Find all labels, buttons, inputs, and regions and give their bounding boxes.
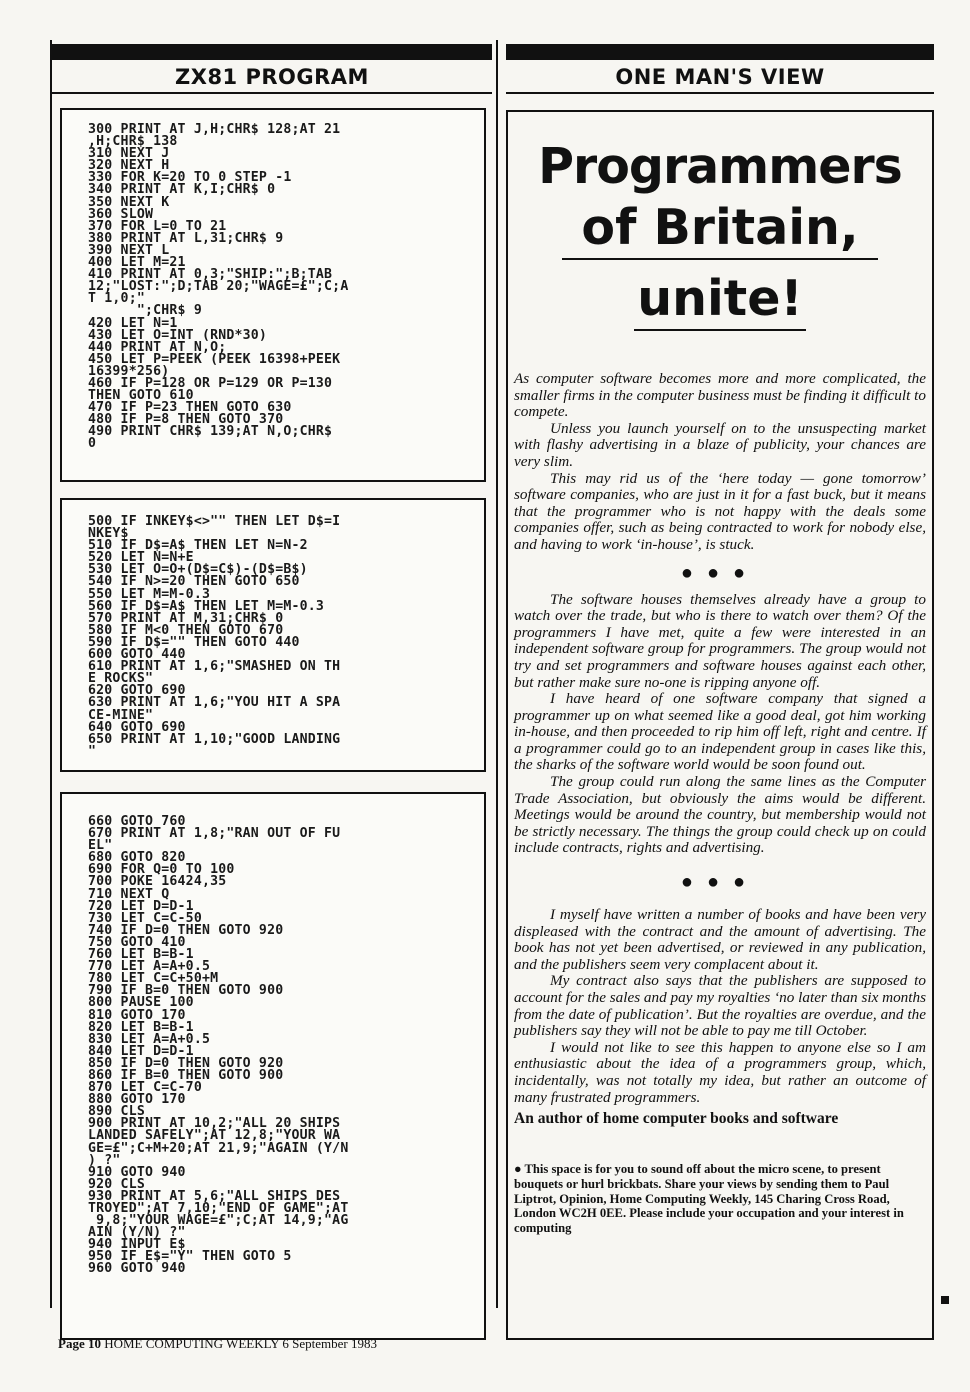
code-line: 920 CLS — [88, 1176, 145, 1192]
code-line: 780 LET C=C+50+M — [88, 971, 219, 987]
code-line: 300 PRINT AT J,H;CHR$ 128;AT 21 — [88, 122, 341, 137]
listing-lines — [88, 124, 474, 451]
left-edge-rule — [50, 40, 52, 1308]
code-line: 410 PRINT AT 0,3;"SHIP:";B;TAB — [88, 267, 333, 283]
code-line: 910 GOTO 940 — [88, 1164, 186, 1180]
section-bar — [506, 44, 934, 60]
code-line: THEN GOTO 610 — [88, 388, 194, 404]
code-line: 740 IF D=0 THEN GOTO 920 — [88, 922, 284, 938]
code-line: 350 NEXT K — [88, 194, 170, 210]
code-line: 790 IF B=0 THEN GOTO 900 — [88, 983, 284, 999]
code-line: 580 IF M<0 THEN GOTO 670 — [88, 622, 284, 638]
code-line: ,H;CHR$ 138 — [88, 134, 178, 150]
headline-rule — [562, 258, 878, 260]
code-line: 340 PRINT AT K,I;CHR$ 0 — [88, 182, 276, 198]
section-bar — [52, 44, 492, 60]
code-line: 320 NEXT H — [88, 158, 170, 174]
code-line: 530 LET O=O+(D$=C$)-(D$=B$) — [88, 562, 308, 578]
article-author: An author of home computer books and software — [514, 1110, 839, 1128]
listing-box-1 — [60, 108, 486, 482]
code-line: 460 IF P=128 OR P=129 OR P=130 — [88, 375, 333, 391]
listing-lines — [88, 816, 474, 1276]
code-line: 730 LET C=C-50 — [88, 910, 202, 926]
code-line: 840 LET D=D-1 — [88, 1043, 194, 1059]
code-line: LANDED SAFELY";AT 12,8;"YOUR WA — [88, 1128, 341, 1144]
headline-line-1: Programmers — [538, 138, 902, 195]
code-line: 810 GOTO 170 — [88, 1007, 186, 1023]
code-line: 450 LET P=PEEK (PEEK 16398+PEEK — [88, 351, 341, 367]
headline-rule — [634, 329, 806, 331]
code-line: 570 PRINT AT M,31;CHR$ 0 — [88, 610, 284, 626]
code-line: 9,8;"YOUR WAGE=£";C;AT 14,9;"AG — [88, 1213, 349, 1229]
code-line: 830 LET A=A+0.5 — [88, 1031, 211, 1047]
code-line: 380 PRINT AT L,31;CHR$ 9 — [88, 230, 284, 246]
code-line: 630 PRINT AT 1,6;"YOU HIT A SPA — [88, 695, 341, 711]
code-line: 950 IF E$="Y" THEN GOTO 5 — [88, 1249, 292, 1265]
submission-notice: ● This space is for you to sound off about the micro scene, to present bouquets or hurl brickbats. Share your views by sending them to Paul Liptrot, Opinion, Home Computing Weekly, 145 Charing Cross Road, London WC2H 0EE. Please include your occupation and your interest in computing — [514, 1162, 904, 1235]
code-line: 480 IF P=8 THEN GOTO 370 — [88, 412, 284, 428]
code-line: CE-MINE" — [88, 707, 154, 723]
code-line: 520 LET N=N+E — [88, 550, 194, 566]
code-line: 820 LET B=B-1 — [88, 1019, 194, 1035]
code-line: ";CHR$ 9 — [88, 303, 202, 319]
code-line: 770 LET A=A+0.5 — [88, 959, 211, 975]
code-line: 850 IF D=0 THEN GOTO 920 — [88, 1055, 284, 1071]
code-line: EL" — [88, 838, 113, 854]
article-paragraph: I would not like to see this happen to anyone else so I am enthusiastic about the idea of a programmers group, which, incidentally, was not totally my idea, but rather an outcome of many frustrated programmers. — [514, 1038, 926, 1106]
code-line: T 1,0;" — [88, 291, 145, 307]
code-line: 680 GOTO 820 — [88, 850, 186, 866]
section-title: ONE MAN'S VIEW — [506, 64, 934, 94]
code-line: 900 PRINT AT 10,2;"ALL 20 SHIPS — [88, 1116, 341, 1132]
code-line: ) ?" — [88, 1152, 121, 1168]
code-line: 590 IF D$="" THEN GOTO 440 — [88, 634, 300, 650]
code-line: 370 FOR L=0 TO 21 — [88, 218, 227, 234]
code-line: 620 GOTO 690 — [88, 683, 186, 699]
code-line: 750 GOTO 410 — [88, 934, 186, 950]
code-line: E ROCKS" — [88, 671, 154, 687]
code-line: 670 PRINT AT 1,8;"RAN OUT OF FU — [88, 826, 341, 842]
code-line: 700 POKE 16424,35 — [88, 874, 227, 890]
code-line: 940 INPUT E$ — [88, 1237, 186, 1253]
listing-box-2 — [60, 498, 486, 772]
code-line: 310 NEXT J — [88, 146, 170, 162]
code-line: " — [88, 743, 97, 759]
headline-line-3: unite! — [637, 270, 803, 327]
code-line: 650 PRINT AT 1,10;"GOOD LANDING — [88, 731, 341, 747]
code-line: 390 NEXT L — [88, 242, 170, 258]
code-line: 0 — [88, 436, 97, 452]
code-line: 800 PAUSE 100 — [88, 995, 194, 1011]
code-line: NKEY$ — [88, 526, 129, 542]
article-paragraph: I myself have written a number of books and have been very displeased with the contract and the amount of advertising. The book has not yet been advertised, or reviewed in any publication, and the publishers seem very complacent about it. — [514, 906, 926, 973]
code-line: 720 LET D=D-1 — [88, 898, 194, 914]
code-line: 470 IF P=23 THEN GOTO 630 — [88, 400, 292, 416]
code-line: 360 SLOW — [88, 206, 154, 222]
listing-lines — [88, 516, 474, 758]
code-line: 430 LET O=INT (RND*30) — [88, 327, 268, 343]
code-line: 880 GOTO 170 — [88, 1092, 186, 1108]
opinion-column — [506, 40, 934, 1235]
code-line: 760 LET B=B-1 — [88, 947, 194, 963]
article-paragraph: This may rid us of the ‘here today — gone tomorrow’ software companies, who are just in it for a fast buck, but it means that the programmer who is not happy with the deals some companies offer, such as being contracted to work for nobody else, and having to work ‘in-house’, is stuck. — [514, 469, 926, 553]
code-line: 640 GOTO 690 — [88, 719, 186, 735]
code-line: 540 IF N>=20 THEN GOTO 650 — [88, 574, 300, 590]
program-column — [52, 40, 492, 1277]
article-paragraph: The group could run along the same lines as the Computer Trade Association, but obviously the aims would be different. Meetings would be around the country, but membership would not be strictly necessary. The things the group could check up on could include contracts, rights and advertising. — [514, 773, 926, 857]
code-line: 400 LET M=21 — [88, 255, 186, 271]
code-line: 690 FOR Q=0 TO 100 — [88, 862, 235, 878]
headline-line-2: of Britain, — [581, 199, 859, 256]
code-line: 600 GOTO 440 — [88, 647, 186, 663]
article-paragraph: Unless you launch yourself on to the unsuspecting market with flashy advertising in a blaze of publicity, your chances are very slim. — [514, 419, 926, 470]
code-line: AIN (Y/N) ?" — [88, 1225, 186, 1241]
code-line: 330 FOR K=20 TO 0 STEP -1 — [88, 170, 292, 186]
code-line: 870 LET C=C-70 — [88, 1080, 202, 1096]
code-line: 860 IF B=0 THEN GOTO 900 — [88, 1067, 284, 1083]
code-line: GE=£";C+M+20;AT 21,9;"AGAIN (Y/N — [88, 1140, 349, 1156]
column-divider-rule — [496, 40, 498, 1308]
end-mark — [941, 1296, 949, 1304]
code-line: 610 PRINT AT 1,6;"SMASHED ON TH — [88, 659, 341, 675]
listing-box-3 — [60, 792, 486, 1340]
section-separator: ●●● — [680, 561, 760, 584]
code-line: 490 PRINT CHR$ 139;AT N,O;CHR$ — [88, 424, 333, 440]
code-line: 16399*256) — [88, 363, 170, 379]
code-line: 440 PRINT AT N,O; — [88, 339, 227, 355]
code-line: TROYED";AT 7,10;"END OF GAME";AT — [88, 1201, 349, 1216]
code-line: 930 PRINT AT 5,6;"ALL SHIPS DES — [88, 1188, 341, 1204]
page-number: Page 10 — [58, 1336, 101, 1351]
code-line: 510 IF D$=A$ THEN LET N=N-2 — [88, 538, 308, 554]
code-line: 560 IF D$=A$ THEN LET M=M-0.3 — [88, 598, 325, 614]
article-paragraph: My contract also says that the publishers are supposed to account for the sales and pay my royalties ‘no later than six months from the date of publication’. But the royalties are overdue, and the publishers say they will not be able to pay me till October. — [514, 972, 926, 1040]
article-paragraph: As computer software becomes more and more complicated, the smaller firms in the computer business must be finding it difficult to compete. — [514, 370, 926, 421]
opinion-box — [506, 110, 934, 1340]
code-line: 420 LET N=1 — [88, 315, 178, 331]
publication-line: HOME COMPUTING WEEKLY 6 September 1983 — [104, 1336, 377, 1351]
article-body — [508, 371, 932, 1236]
article-paragraph: I have heard of one software company that signed a programmer up on what seemed like a good deal, got him working in-house, and then proceeded to rip him off left, right and centre. If a programmer could go to an independent group in cases like this, the sharks of the software world would be soon found out. — [514, 690, 926, 774]
code-line: 660 GOTO 760 — [88, 814, 186, 829]
code-line: 710 NEXT Q — [88, 886, 170, 902]
code-line: 890 CLS — [88, 1104, 145, 1120]
page-footer — [58, 1336, 377, 1352]
section-separator: ●●● — [680, 871, 760, 894]
section-title: ZX81 PROGRAM — [52, 64, 492, 94]
code-line: 960 GOTO 940 — [88, 1261, 186, 1277]
code-line: 12;"LOST:";D;TAB 20;"WAGE=£";C;A — [88, 279, 349, 295]
article-paragraph: The software houses themselves already have a group to watch over the trade, but who is there to watch over them? Of the programmers I have met, quite a few were interested in an independent software group for programmers. The group would not try and set programmers and software houses against each other, but rather make sure no-one is ripping anyone off. — [514, 590, 926, 691]
code-line: 550 LET M=M-0.3 — [88, 586, 211, 602]
code-line: 500 IF INKEY$<>"" THEN LET D$=I — [88, 514, 341, 529]
